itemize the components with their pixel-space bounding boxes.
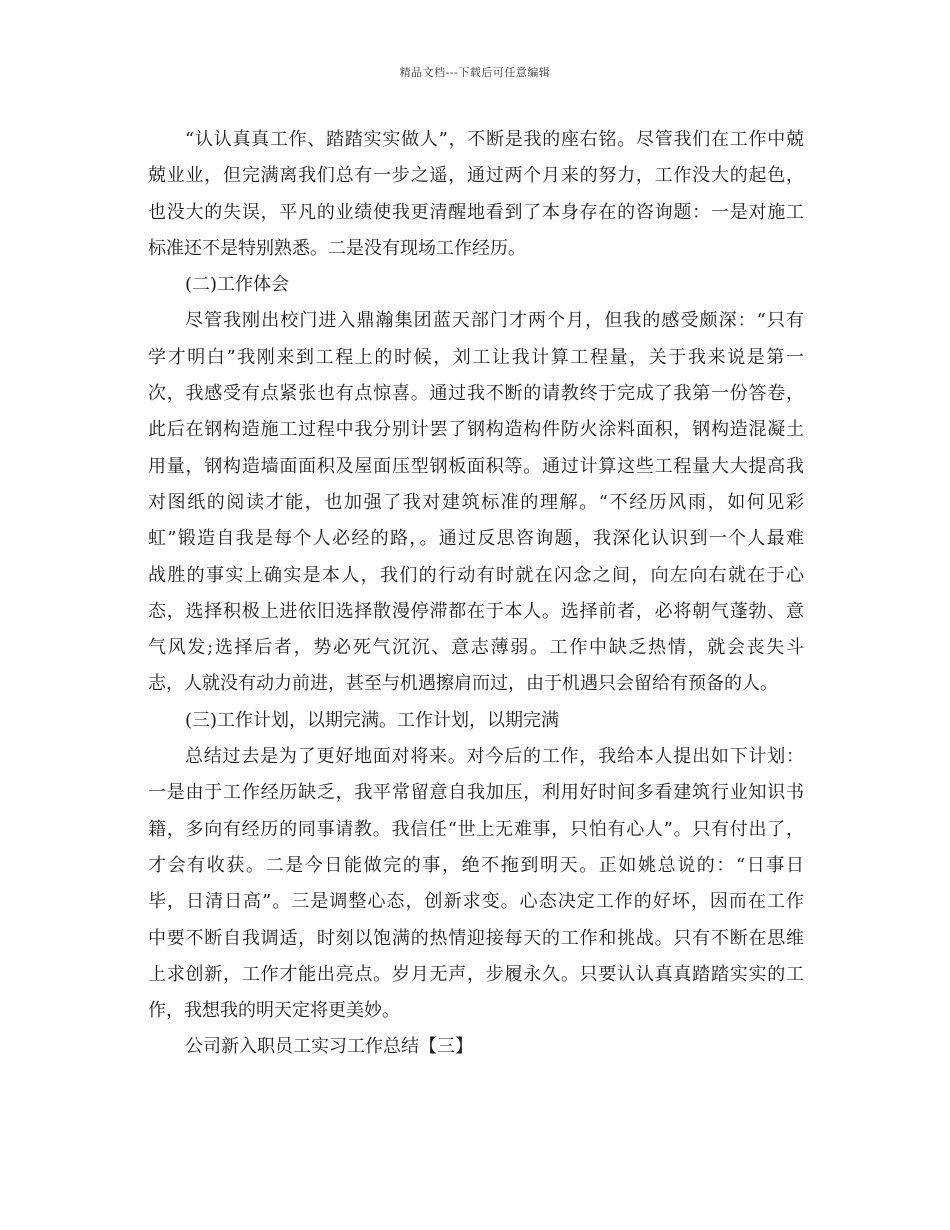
text-line: 兢业业，但完满离我们总有一步之遥，通过两个月来的努力，工作没大的起色，	[148, 165, 804, 187]
text-line: 次，我感受有点紧张也有点惊喜。通过我不断的请教终于完成了我第一份答卷，	[148, 383, 804, 405]
paragraph	[148, 303, 804, 702]
text-line: 也没大的失误，平凡的业绩使我更清醒地看到了本身存在的咨询题：一是对施工	[148, 201, 804, 223]
text-line: 一是由于工作经历缺乏，我平常留意自我加压，利用好时间多看建筑行业知识书	[148, 782, 804, 804]
text-line: 志，人就没有动力前进，甚至与机遇擦肩而过，由于机遇只会留给有预备的人。	[148, 673, 778, 695]
text-line: (三)工作计划，以期完满。工作计划，以期完满	[185, 709, 560, 731]
page-header: 精品文档---下载后可任意编辑	[399, 66, 551, 79]
text-line: 标准还不是特别熟悉。二是没有现场工作经历。	[148, 237, 526, 259]
document-body	[148, 122, 804, 1066]
text-line: 毕，日清日高”。三是调整心态，创新求变。心态决定工作的好坏，因而在工作	[148, 891, 804, 913]
text-line: 态，选择积极上进依旧选择散漫停滞都在于本人。选择前者，必将朝气蓬勃、意	[148, 600, 804, 622]
text-line: 对图纸的阅读才能，也加强了我对建筑标准的理解。“不经历风雨，如何见彩	[148, 491, 804, 513]
text-line: 总结过去是为了更好地面对将来。对今后的工作，我给本人提出如下计划：	[185, 746, 804, 768]
text-line: 公司新入职员工实习工作总结【三】	[185, 1036, 473, 1058]
text-line: 虹”锻造自我是每个人必经的路，。通过反思咨询题，我深化认识到一个人最难	[148, 528, 804, 550]
text-line: 战胜的事实上确实是本人，我们的行动有时就在闪念之间，向左向右就在于心	[148, 564, 804, 586]
text-line: 籍，多向有经历的同事请教。我信任“世上无难事，只怕有心人”。只有付出了，	[148, 818, 804, 840]
text-line: 作，我想我的明天定将更美妙。	[148, 1000, 400, 1022]
paragraph	[148, 703, 804, 739]
text-line: 气风发;选择后者，势必死气沉沉、意志薄弱。工作中缺乏热情，就会丧失斗	[148, 637, 804, 659]
text-line: 才会有收获。二是今日能做完的事，绝不拖到明天。正如姚总说的：“日事日	[148, 854, 804, 876]
text-line: 此后在钢构造施工过程中我分别计罢了钢构造构件防火涂料面积，钢构造混凝土	[148, 419, 804, 441]
text-line: 尽管我刚出校门进入鼎瀚集团蓝天部门才两个月，但我的感受颇深：“只有	[185, 310, 804, 332]
text-line: “认认真真工作、踏踏实实做人”，不断是我的座右铭。尽管我们在工作中兢	[185, 129, 804, 150]
text-line: 上求创新，工作才能出亮点。岁月无声，步履永久。只要认认真真踏踏实实的工	[148, 963, 804, 985]
paragraph	[148, 122, 804, 267]
text-line: 用量，钢构造墙面面积及屋面压型钢板面积等。通过计算这些工程量大大提高我	[148, 455, 804, 477]
text-line: (二)工作体会	[185, 274, 290, 296]
text-line: 学才明白”我刚来到工程上的时候，刘工让我计算工程量，关于我来说是第一	[148, 346, 804, 368]
paragraph	[148, 739, 804, 1029]
paragraph	[148, 267, 804, 303]
text-line: 中要不断自我调适，时刻以饱满的热情迎接每天的工作和挑战。只有不断在思维	[148, 927, 804, 949]
paragraph	[148, 1029, 804, 1065]
